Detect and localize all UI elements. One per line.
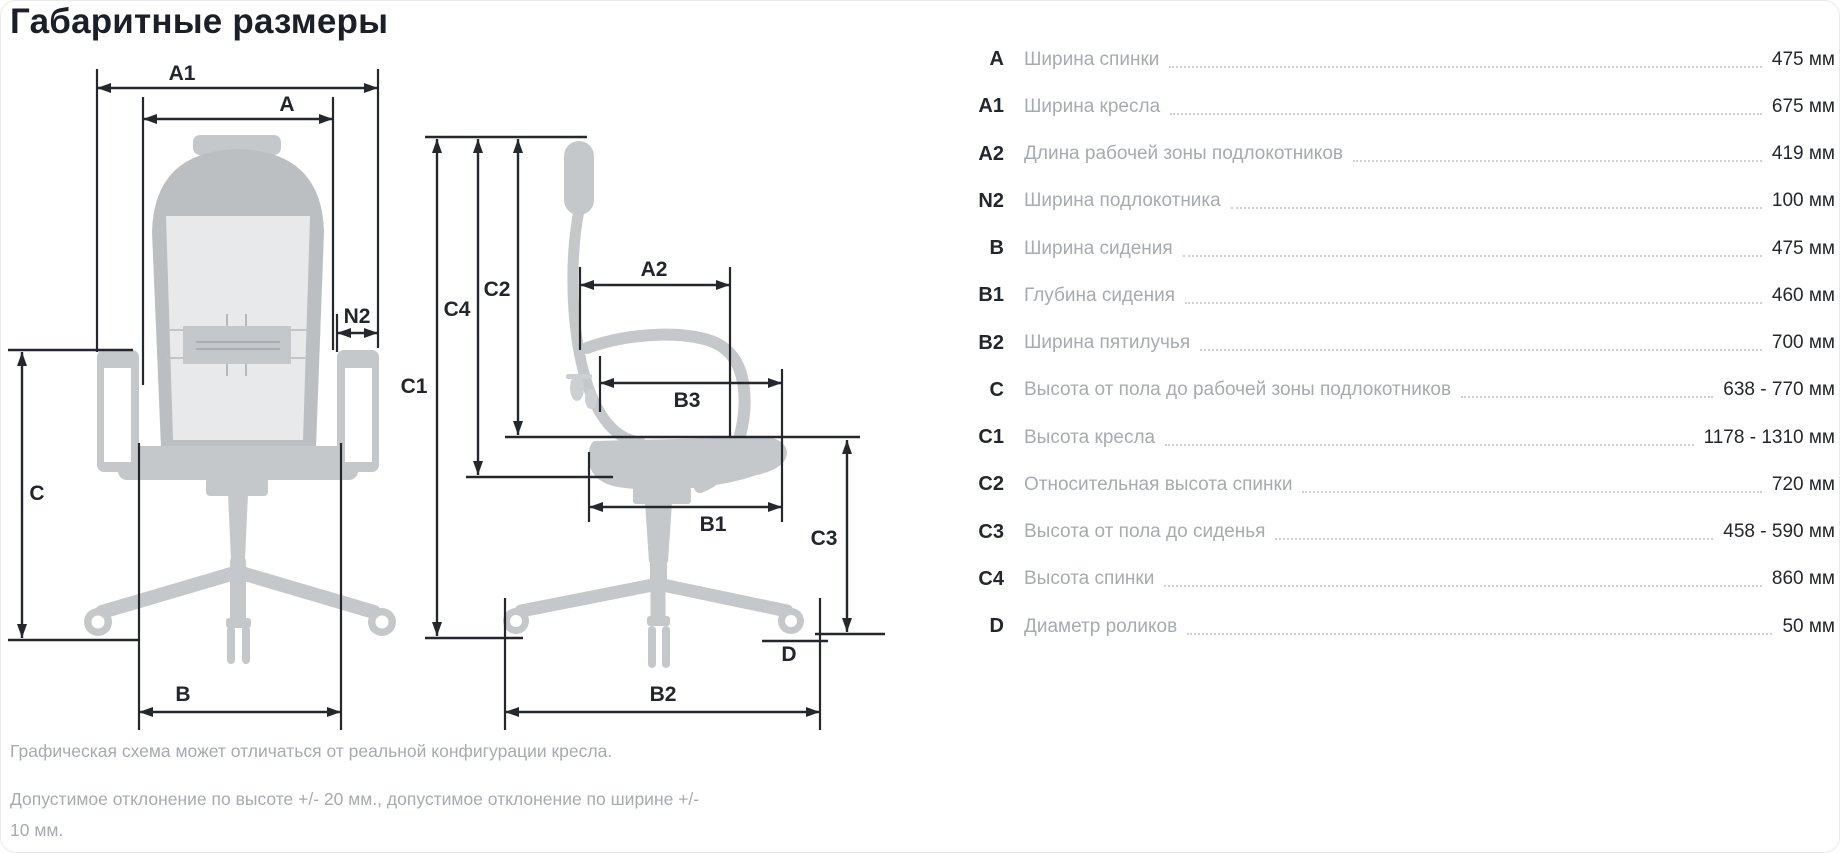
dim-name: Высота кресла (1024, 426, 1156, 448)
dotted-leader (1200, 349, 1762, 351)
dim-code: A2 (978, 142, 1004, 165)
dim-value: 475 мм (1771, 237, 1835, 259)
footnotes (10, 740, 710, 847)
dim-value: 720 мм (1771, 473, 1835, 495)
table-row (962, 603, 1835, 650)
dim-name: Ширина кресла (1024, 95, 1161, 117)
dim-code: C1 (978, 426, 1004, 449)
table-row (962, 367, 1835, 414)
chair-dimensions-diagram (0, 0, 940, 740)
table-row (962, 320, 1835, 367)
dim-value: 419 мм (1771, 143, 1835, 165)
dim-code: C4 (978, 567, 1004, 590)
dim-code: B1 (978, 284, 1004, 307)
dim-label-b3: B3 (673, 389, 701, 412)
side-chair-silhouette (503, 141, 804, 668)
dim-value: 1178 - 1310 мм (1703, 426, 1835, 448)
dim-label-a1: A1 (168, 62, 196, 85)
front-chair-silhouette (84, 135, 396, 664)
dim-label-c1: C1 (400, 375, 428, 398)
page-title: Габаритные размеры (10, 2, 389, 41)
dimensions-table (962, 36, 1835, 650)
dim-name: Высота спинки (1024, 568, 1155, 590)
dim-name: Ширина подлокотника (1024, 190, 1221, 212)
dotted-leader (1165, 444, 1693, 446)
dim-label-n2: N2 (343, 305, 371, 328)
dim-code: C (989, 378, 1004, 401)
dim-label-c3: C3 (810, 527, 838, 550)
dim-code: B2 (978, 331, 1004, 354)
dotted-leader (1302, 491, 1761, 493)
dim-name: Ширина спинки (1024, 48, 1160, 70)
dotted-leader (1187, 633, 1772, 635)
note-disclaimer: Графическая схема может отличаться от реальной конфигурации кресла. (10, 741, 613, 761)
dim-code: B (989, 237, 1004, 260)
table-row (962, 509, 1835, 556)
table-row (962, 225, 1835, 272)
dotted-leader (1164, 585, 1762, 587)
dim-code: C3 (978, 520, 1004, 543)
dim-name: Диаметр роликов (1024, 615, 1178, 637)
dotted-leader (1461, 396, 1713, 398)
dim-name: Глубина сидения (1024, 284, 1176, 306)
dim-label-a: A (279, 93, 295, 116)
note-tolerance: Допустимое отклонение по высоте +/- 20 мм., допустимое отклонение по ширине +/- 10 мм. (10, 788, 700, 841)
dim-value: 100 мм (1771, 190, 1835, 212)
dim-name: Ширина пятилучья (1024, 332, 1191, 354)
dim-label-c4: C4 (443, 298, 471, 321)
dim-value: 458 - 590 мм (1723, 521, 1835, 543)
dim-name: Длина рабочей зоны подлокотников (1024, 143, 1343, 165)
dim-value: 860 мм (1771, 568, 1835, 590)
dim-label-a2: A2 (640, 258, 668, 281)
table-row (962, 272, 1835, 319)
dotted-leader (1169, 66, 1762, 68)
dotted-leader (1183, 255, 1762, 257)
dim-code: D (989, 615, 1004, 638)
dotted-leader (1170, 113, 1762, 115)
dim-name: Относительная высота спинки (1024, 473, 1293, 495)
dim-code: A (989, 48, 1004, 71)
table-row (962, 414, 1835, 461)
table-row (962, 36, 1835, 83)
dim-value: 460 мм (1771, 284, 1835, 306)
table-row (962, 556, 1835, 603)
dim-label-c: C (29, 482, 45, 505)
table-row (962, 83, 1835, 130)
dotted-leader (1353, 160, 1762, 162)
dim-code: N2 (978, 189, 1004, 212)
dim-code: A1 (978, 95, 1004, 118)
dotted-leader (1185, 302, 1762, 304)
dim-label-d: D (781, 643, 797, 666)
dim-name: Высота от пола до сиденья (1024, 521, 1266, 543)
dotted-leader (1275, 538, 1713, 540)
dotted-leader (1231, 207, 1762, 209)
dim-label-b1: B1 (699, 513, 727, 536)
dim-value: 700 мм (1771, 332, 1835, 354)
dim-label-c2: C2 (483, 278, 511, 301)
dim-name: Ширина сидения (1024, 237, 1173, 259)
table-row (962, 131, 1835, 178)
table-row (962, 461, 1835, 508)
table-row (962, 178, 1835, 225)
dim-value: 50 мм (1782, 615, 1835, 637)
dim-label-b2: B2 (649, 683, 677, 706)
dim-code: C2 (978, 473, 1004, 496)
dim-value: 475 мм (1771, 48, 1835, 70)
dim-label-b: B (175, 683, 191, 706)
dim-name: Высота от пола до рабочей зоны подлокотников (1024, 379, 1452, 401)
dim-value: 675 мм (1771, 95, 1835, 117)
dim-value: 638 - 770 мм (1723, 379, 1835, 401)
